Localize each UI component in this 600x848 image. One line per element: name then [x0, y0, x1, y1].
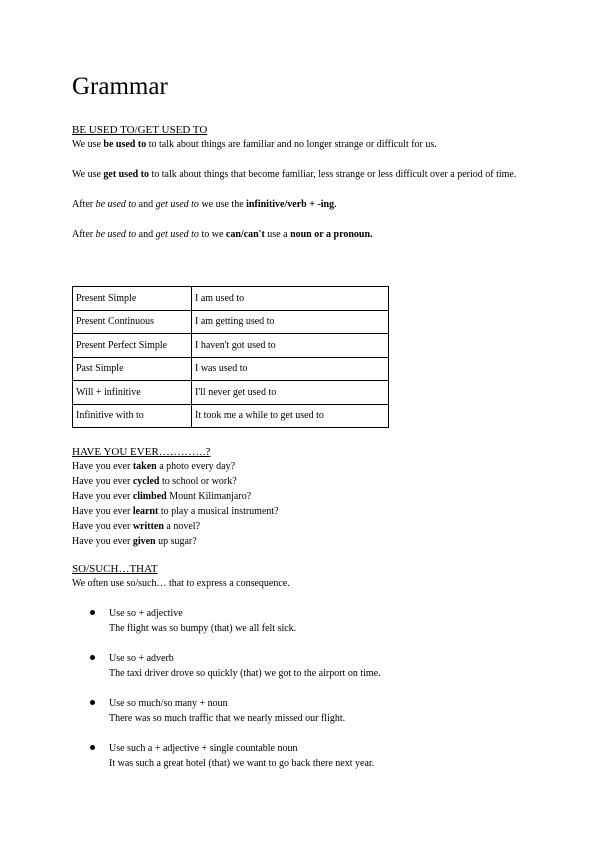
section-used-to [72, 123, 532, 242]
list-item [72, 606, 532, 636]
tense-cell: Present Perfect Simple [73, 334, 192, 358]
paragraph: After be used to and get used to to we can/can't use a noun or a pronoun. [72, 229, 373, 240]
list-item: Have you ever written a novel? [72, 521, 201, 532]
page-title: Grammar [72, 73, 168, 100]
section-heading: HAVE YOU EVER………….? [72, 446, 211, 458]
table-row [73, 287, 389, 311]
section-so-such [72, 562, 532, 771]
list-item: Have you ever cycled to school or work? [72, 476, 237, 487]
list-item: Have you ever taken a photo every day? [72, 461, 236, 472]
rule-text: Use so + adverb [109, 653, 174, 664]
example-cell: I was used to [192, 357, 389, 381]
rule-text: Use so + adjective [109, 608, 183, 619]
tense-cell: Will + infinitive [73, 381, 192, 405]
example-text: It was such a great hotel (that) we want to go back there next year. [109, 758, 375, 769]
list-item: Have you ever given up sugar? [72, 536, 197, 547]
example-text: The flight was so bumpy (that) we all felt sick. [109, 623, 297, 634]
tense-cell: Past Simple [73, 357, 192, 381]
list-item: Have you ever learnt to play a musical instrument? [72, 506, 279, 517]
example-cell: I am used to [192, 287, 389, 311]
bullet-icon [90, 745, 95, 750]
tense-cell: Infinitive with to [73, 404, 192, 428]
paragraph: We use get used to to talk about things that become familiar, less strange or less difficult over a period of time. [72, 169, 517, 180]
tense-cell: Present Simple [73, 287, 192, 311]
bullet-icon [90, 655, 95, 660]
table-row [73, 334, 389, 358]
list-item [72, 741, 532, 771]
example-text: The taxi driver drove so quickly (that) we got to the airport on time. [109, 668, 381, 679]
table-row [73, 404, 389, 428]
section-have-you-ever [72, 445, 532, 549]
bullet-list [72, 606, 532, 771]
section-heading: BE USED TO/GET USED TO [72, 124, 208, 136]
example-cell: I haven't got used to [192, 334, 389, 358]
example-cell: I am getting used to [192, 310, 389, 334]
bullet-icon [90, 610, 95, 615]
paragraph: We often use so/such… that to express a consequence. [72, 578, 290, 589]
table-row [73, 381, 389, 405]
tense-cell: Present Continuous [73, 310, 192, 334]
list-item [72, 651, 532, 681]
paragraph: After be used to and get used to we use the infinitive/verb + -ing. [72, 199, 337, 210]
list-item [72, 696, 532, 726]
rule-text: Use so much/so many + noun [109, 698, 228, 709]
table-row [73, 310, 389, 334]
list-item: Have you ever climbed Mount Kilimanjaro? [72, 491, 252, 502]
rule-text: Use such a + adjective + single countable noun [109, 743, 298, 754]
tense-table [72, 286, 389, 428]
bullet-icon [90, 700, 95, 705]
example-cell: It took me a while to get used to [192, 404, 389, 428]
example-text: There was so much traffic that we nearly missed our flight. [109, 713, 346, 724]
paragraph: We use be used to to talk about things are familiar and no longer strange or difficult for us. [72, 139, 437, 150]
table-row [73, 357, 389, 381]
section-heading: SO/SUCH…THAT [72, 563, 158, 575]
example-cell: I'll never get used to [192, 381, 389, 405]
